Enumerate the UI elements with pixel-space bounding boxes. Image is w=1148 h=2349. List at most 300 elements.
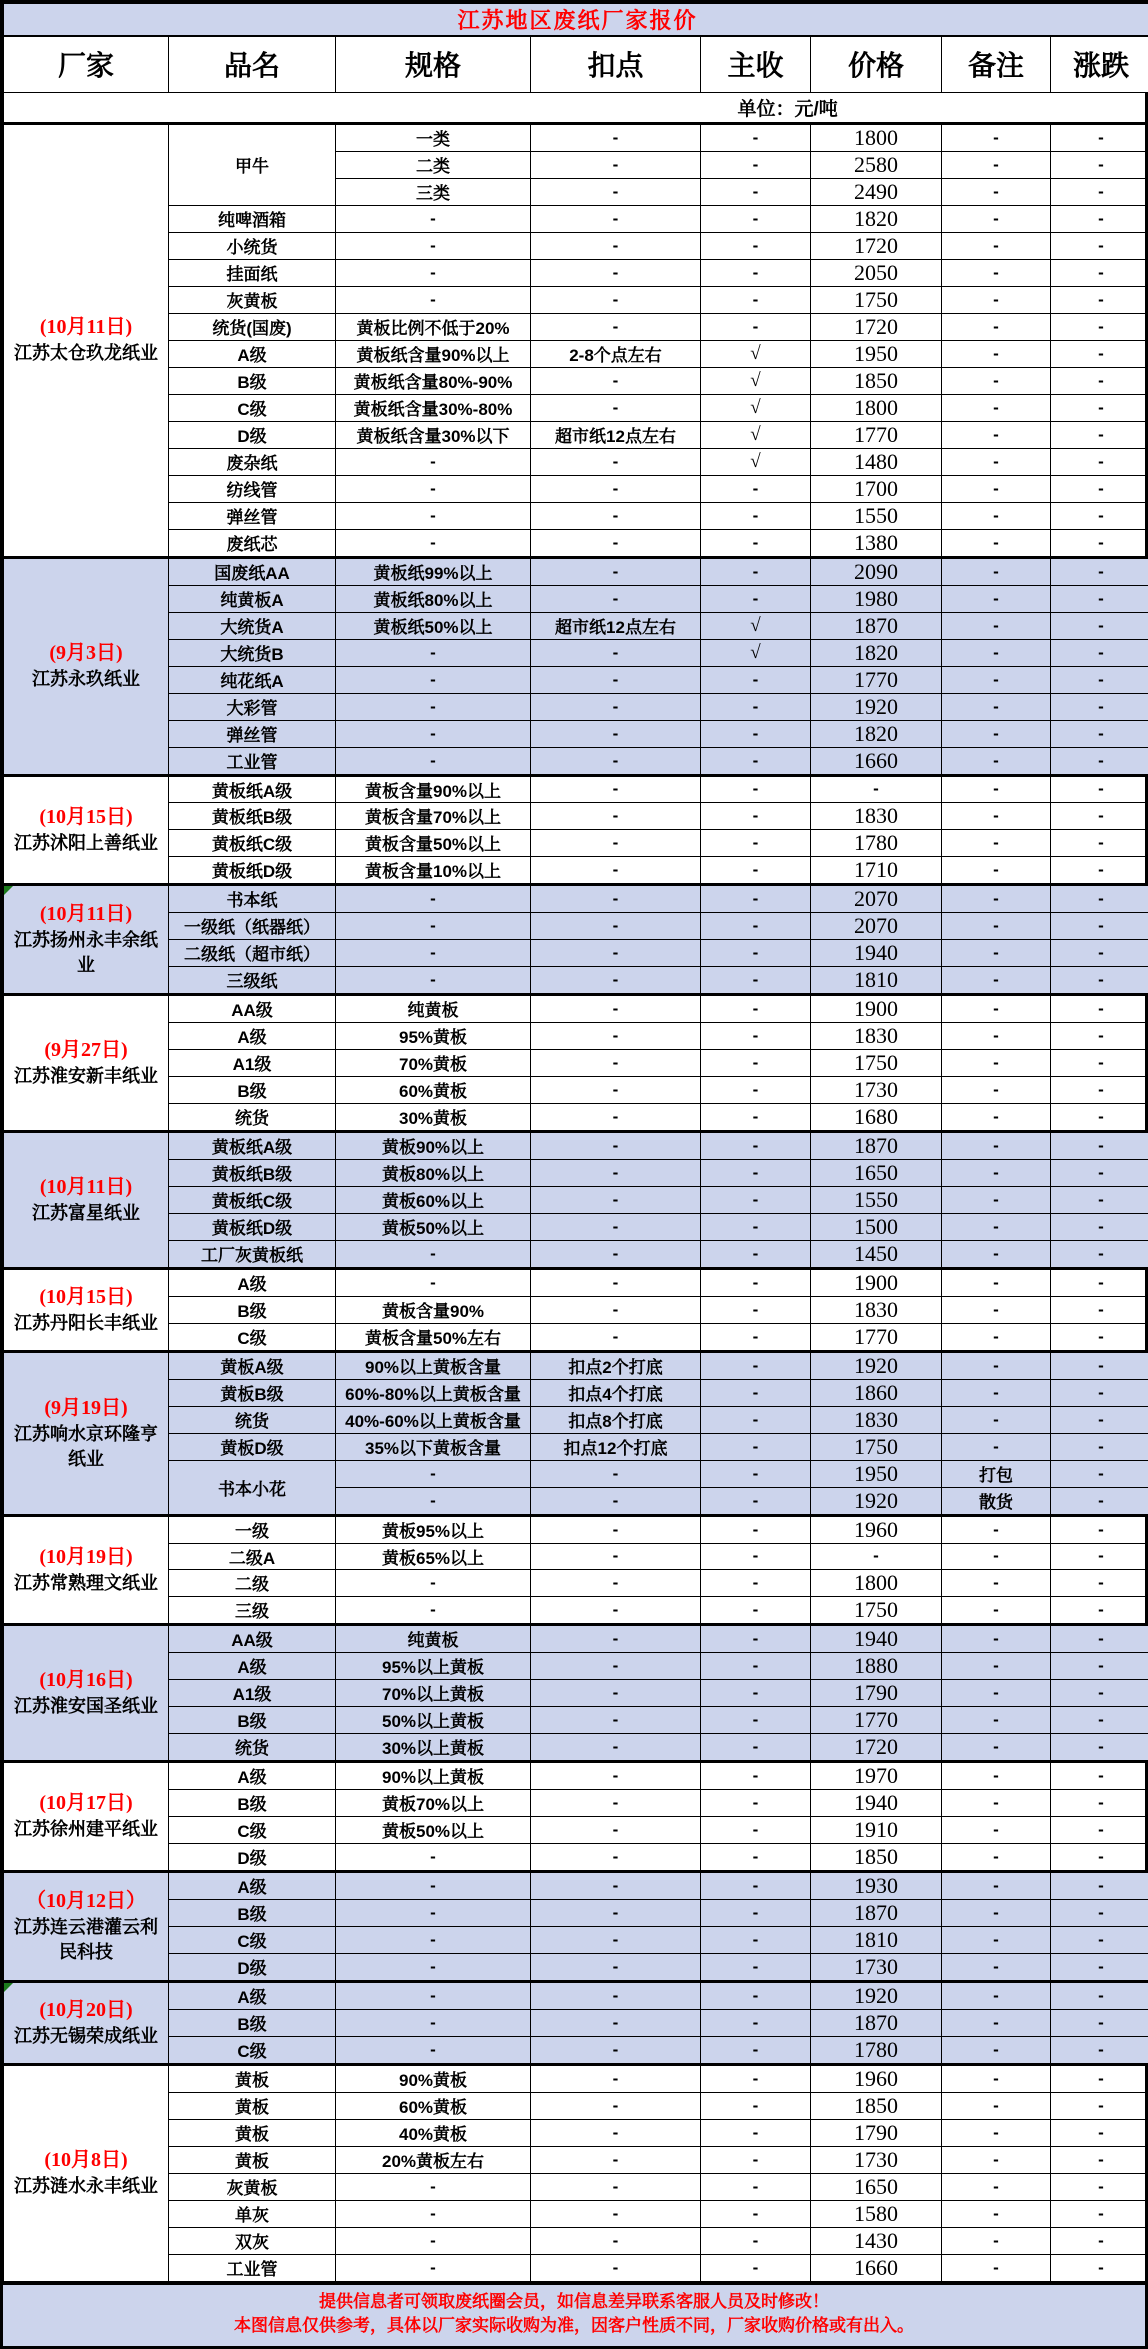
cell-product: A级	[169, 340, 336, 367]
cell-spec: 黄板纸含量30%-80%	[336, 394, 531, 421]
cell-main-collect: -	[701, 585, 811, 612]
cell-price: 2580	[811, 151, 942, 178]
cell-main-collect: -	[701, 2173, 811, 2200]
cell-price: 1720	[811, 1733, 942, 1761]
cell-deduction: -	[531, 1213, 701, 1240]
company-date: (10月16日)	[6, 1667, 166, 1694]
cell-main-collect: -	[701, 1323, 811, 1351]
cell-deduction: -	[531, 1761, 701, 1789]
cell-main-collect: -	[701, 775, 811, 802]
table-row	[4, 1351, 1148, 1379]
cell-change: -	[1051, 313, 1148, 340]
cell-note: -	[942, 1953, 1051, 1981]
cell-product: 废纸芯	[169, 529, 336, 557]
table-row	[4, 1733, 1148, 1761]
cell-price: 1750	[811, 1596, 942, 1624]
cell-spec: -	[336, 448, 531, 475]
cell-product: D级	[169, 421, 336, 448]
company-cell	[4, 557, 169, 775]
table-row	[4, 693, 1148, 720]
cell-product: 统货	[169, 1406, 336, 1433]
cell-change: -	[1051, 2227, 1148, 2254]
cell-price: 1550	[811, 502, 942, 529]
company-date: (10月11日)	[6, 314, 166, 341]
cell-price: 1850	[811, 1843, 942, 1871]
cell-product: 弹丝管	[169, 502, 336, 529]
cell-price: 1700	[811, 475, 942, 502]
table-row	[4, 639, 1148, 666]
cell-note: -	[942, 367, 1051, 394]
cell-product: 国废纸AA	[169, 557, 336, 585]
cell-deduction: -	[531, 1871, 701, 1899]
cell-main-collect: -	[701, 1351, 811, 1379]
company-date: (10月15日)	[6, 1284, 166, 1311]
cell-spec: 30%黄板	[336, 1103, 531, 1131]
cell-change: -	[1051, 475, 1148, 502]
cell-price: 1770	[811, 1323, 942, 1351]
cell-spec: -	[336, 884, 531, 912]
cell-deduction: -	[531, 1460, 701, 1487]
cell-price: 1850	[811, 367, 942, 394]
table-row	[4, 1515, 1148, 1543]
cell-deduction: -	[531, 1679, 701, 1706]
cell-main-collect: -	[701, 829, 811, 856]
company-date: (9月3日)	[6, 640, 166, 667]
cell-deduction: -	[531, 205, 701, 232]
cell-spec: 黄板70%以上	[336, 1789, 531, 1816]
cell-price: 1480	[811, 448, 942, 475]
table-row	[4, 2092, 1148, 2119]
table-row	[4, 286, 1148, 313]
table-row	[4, 1679, 1148, 1706]
cell-deduction: -	[531, 775, 701, 802]
table-row	[4, 367, 1148, 394]
cell-spec: -	[336, 1569, 531, 1596]
cell-spec: 黄板50%以上	[336, 1816, 531, 1843]
table-row	[4, 1049, 1148, 1076]
cell-product: 统货(国废)	[169, 313, 336, 340]
cell-change: -	[1051, 2064, 1148, 2092]
table-row	[4, 2036, 1148, 2064]
cell-deduction: -	[531, 259, 701, 286]
cell-change: -	[1051, 912, 1148, 939]
cell-main-collect: -	[701, 123, 811, 151]
cell-main-collect: -	[701, 178, 811, 205]
company-name: 江苏徐州建平纸业	[6, 1817, 166, 1841]
table-row	[4, 2200, 1148, 2227]
table-row	[4, 720, 1148, 747]
cell-main-collect: -	[701, 720, 811, 747]
cell-change: -	[1051, 340, 1148, 367]
table-row	[4, 2064, 1148, 2092]
cell-product: 二级	[169, 1569, 336, 1596]
company-name: 江苏扬州永丰余纸业	[6, 928, 166, 977]
cell-product: 纯黄板A	[169, 585, 336, 612]
cell-deduction: -	[531, 1624, 701, 1652]
cell-note: -	[942, 1569, 1051, 1596]
cell-change: -	[1051, 1843, 1148, 1871]
cell-change: -	[1051, 693, 1148, 720]
cell-product: B级	[169, 1899, 336, 1926]
cell-change: -	[1051, 557, 1148, 585]
cell-price: 1380	[811, 529, 942, 557]
cell-main-collect: -	[701, 2227, 811, 2254]
cell-price: 1980	[811, 585, 942, 612]
cell-main-collect: -	[701, 286, 811, 313]
cell-change: -	[1051, 448, 1148, 475]
cell-note: -	[942, 1596, 1051, 1624]
cell-note: -	[942, 802, 1051, 829]
cell-spec: -	[336, 2009, 531, 2036]
cell-change: -	[1051, 1569, 1148, 1596]
cell-spec: 黄板含量70%以上	[336, 802, 531, 829]
cell-main-collect: -	[701, 939, 811, 966]
company-cell	[4, 1871, 169, 1981]
cell-main-collect: -	[701, 1487, 811, 1515]
table-row	[4, 2146, 1148, 2173]
cell-note: -	[942, 1103, 1051, 1131]
company-date: (9月19日)	[6, 1395, 166, 1422]
cell-price: 1660	[811, 2254, 942, 2281]
cell-product: A级	[169, 1981, 336, 2009]
cell-product: 黄板纸B级	[169, 802, 336, 829]
company-cell	[4, 1131, 169, 1268]
table-row	[4, 884, 1148, 912]
cell-main-collect: -	[701, 1103, 811, 1131]
cell-product: C级	[169, 1323, 336, 1351]
cell-spec: 95%黄板	[336, 1022, 531, 1049]
cell-change: -	[1051, 178, 1148, 205]
cell-product: 黄板纸A级	[169, 1131, 336, 1159]
cell-spec: 35%以下黄板含量	[336, 1433, 531, 1460]
cell-change: -	[1051, 585, 1148, 612]
cell-product: 书本小花	[169, 1460, 336, 1515]
cell-deduction: -	[531, 151, 701, 178]
cell-note: -	[942, 775, 1051, 802]
cell-price: 2070	[811, 912, 942, 939]
cell-product: 黄板A级	[169, 1351, 336, 1379]
cell-deduction: -	[531, 123, 701, 151]
col-header-note: 备注	[942, 36, 1051, 92]
cell-change: -	[1051, 1131, 1148, 1159]
cell-price: 1920	[811, 1981, 942, 2009]
cell-change: -	[1051, 1733, 1148, 1761]
cell-price: 1650	[811, 2173, 942, 2200]
cell-change: -	[1051, 1652, 1148, 1679]
cell-price: 1770	[811, 1706, 942, 1733]
cell-product: D级	[169, 1843, 336, 1871]
cell-main-collect: -	[701, 1543, 811, 1569]
cell-note: -	[942, 994, 1051, 1022]
cell-spec: 黄板50%以上	[336, 1213, 531, 1240]
cell-spec: 60%黄板	[336, 2092, 531, 2119]
cell-main-collect: -	[701, 2119, 811, 2146]
cell-spec: 70%以上黄板	[336, 1679, 531, 1706]
cell-main-collect: -	[701, 1406, 811, 1433]
cell-note: -	[942, 1433, 1051, 1460]
cell-price: 1910	[811, 1816, 942, 1843]
cell-main-collect: -	[701, 259, 811, 286]
table-row	[4, 1406, 1148, 1433]
cell-note: -	[942, 639, 1051, 666]
company-name: 江苏淮安国圣纸业	[6, 1694, 166, 1718]
cell-spec: -	[336, 286, 531, 313]
cell-product: 黄板纸D级	[169, 856, 336, 884]
table-row	[4, 775, 1148, 802]
company-name: 江苏永玖纸业	[6, 667, 166, 691]
cell-deduction: -	[531, 1652, 701, 1679]
cell-note: -	[942, 1296, 1051, 1323]
cell-note: -	[942, 557, 1051, 585]
cell-price: 1800	[811, 123, 942, 151]
cell-note: -	[942, 912, 1051, 939]
cell-note: -	[942, 856, 1051, 884]
cell-main-collect: -	[701, 666, 811, 693]
cell-deduction: -	[531, 1049, 701, 1076]
cell-price: 1800	[811, 394, 942, 421]
cell-main-collect: -	[701, 1268, 811, 1296]
cell-spec: -	[336, 259, 531, 286]
cell-change: -	[1051, 1433, 1148, 1460]
cell-main-collect: -	[701, 693, 811, 720]
cell-note: -	[942, 829, 1051, 856]
company-name: 江苏无锡荣成纸业	[6, 2024, 166, 2048]
cell-spec: 黄板纸含量30%以下	[336, 421, 531, 448]
cell-spec: 40%黄板	[336, 2119, 531, 2146]
cell-spec: -	[336, 747, 531, 775]
cell-deduction: -	[531, 2119, 701, 2146]
table-row	[4, 966, 1148, 994]
cell-product: 黄板纸D级	[169, 1213, 336, 1240]
cell-spec: -	[336, 529, 531, 557]
cell-note: -	[942, 151, 1051, 178]
cell-deduction: -	[531, 1240, 701, 1268]
cell-deduction: -	[531, 639, 701, 666]
cell-main-collect: -	[701, 2200, 811, 2227]
cell-change: -	[1051, 1406, 1148, 1433]
cell-change: -	[1051, 1515, 1148, 1543]
cell-main-collect: -	[701, 1926, 811, 1953]
cell-product: AA级	[169, 994, 336, 1022]
cell-deduction: -	[531, 2200, 701, 2227]
cell-main-collect: -	[701, 1379, 811, 1406]
cell-spec: 60%-80%以上黄板含量	[336, 1379, 531, 1406]
cell-spec: -	[336, 1240, 531, 1268]
cell-main-collect: -	[701, 1953, 811, 1981]
cell-price: 1970	[811, 1761, 942, 1789]
cell-note: -	[942, 1871, 1051, 1899]
table-row	[4, 394, 1148, 421]
table-row	[4, 2227, 1148, 2254]
cell-note: -	[942, 1076, 1051, 1103]
cell-product: 小统货	[169, 232, 336, 259]
cell-note: -	[942, 939, 1051, 966]
cell-main-collect: -	[701, 1981, 811, 2009]
cell-product: 灰黄板	[169, 2173, 336, 2200]
cell-note: -	[942, 1351, 1051, 1379]
cell-price: 1940	[811, 1624, 942, 1652]
cell-deduction: -	[531, 2146, 701, 2173]
cell-product: 纯花纸A	[169, 666, 336, 693]
cell-change: -	[1051, 2009, 1148, 2036]
cell-product: 二级纸（超市纸）	[169, 939, 336, 966]
company-date: （10月12日）	[6, 1888, 166, 1915]
cell-price: 1430	[811, 2227, 942, 2254]
cell-price: 1830	[811, 1406, 942, 1433]
table-row	[4, 1460, 1148, 1487]
cell-spec: 黄板含量10%以上	[336, 856, 531, 884]
cell-change: -	[1051, 367, 1148, 394]
cell-spec: -	[336, 1899, 531, 1926]
cell-product: 三级纸	[169, 966, 336, 994]
cell-change: -	[1051, 1953, 1148, 1981]
cell-main-collect: -	[701, 1076, 811, 1103]
cell-product: A1级	[169, 1679, 336, 1706]
cell-main-collect: -	[701, 1899, 811, 1926]
cell-spec: 黄板95%以上	[336, 1515, 531, 1543]
company-date: (10月20日)	[6, 1997, 166, 2024]
cell-change: -	[1051, 612, 1148, 639]
cell-price: 1730	[811, 2146, 942, 2173]
cell-deduction: 2-8个点左右	[531, 340, 701, 367]
cell-note: 散货	[942, 1487, 1051, 1515]
cell-main-collect: -	[701, 2009, 811, 2036]
cell-deduction: -	[531, 1515, 701, 1543]
cell-spec: -	[336, 966, 531, 994]
cell-price: 1900	[811, 994, 942, 1022]
cell-spec: 90%以上黄板含量	[336, 1351, 531, 1379]
cell-price: 2090	[811, 557, 942, 585]
cell-note: -	[942, 313, 1051, 340]
table-row	[4, 1789, 1148, 1816]
cell-spec: 黄板纸含量90%以上	[336, 340, 531, 367]
cell-spec: -	[336, 720, 531, 747]
cell-deduction: -	[531, 448, 701, 475]
cell-product: 挂面纸	[169, 259, 336, 286]
cell-deduction: -	[531, 1706, 701, 1733]
cell-price: 1770	[811, 666, 942, 693]
cell-main-collect: -	[701, 1569, 811, 1596]
cell-note: -	[942, 585, 1051, 612]
cell-main-collect: -	[701, 1679, 811, 1706]
cell-main-collect: √	[701, 612, 811, 639]
cell-spec: -	[336, 2254, 531, 2281]
cell-spec: -	[336, 693, 531, 720]
cell-note: -	[942, 966, 1051, 994]
cell-deduction: 超市纸12点左右	[531, 421, 701, 448]
cell-spec: 30%以上黄板	[336, 1733, 531, 1761]
cell-note: -	[942, 529, 1051, 557]
cell-change: -	[1051, 775, 1148, 802]
cell-price: 1870	[811, 2009, 942, 2036]
table-row	[4, 1706, 1148, 1733]
cell-price: 1770	[811, 421, 942, 448]
cell-price: 1720	[811, 232, 942, 259]
cell-change: -	[1051, 1926, 1148, 1953]
cell-change: -	[1051, 1240, 1148, 1268]
cell-product: 大统货A	[169, 612, 336, 639]
cell-deduction: -	[531, 939, 701, 966]
cell-note: -	[942, 1323, 1051, 1351]
cell-main-collect: -	[701, 1186, 811, 1213]
company-name: 江苏常熟理文纸业	[6, 1571, 166, 1595]
cell-price: 1870	[811, 1131, 942, 1159]
table-row	[4, 585, 1148, 612]
cell-product: 黄板	[169, 2064, 336, 2092]
cell-deduction: -	[531, 1899, 701, 1926]
cell-main-collect: √	[701, 367, 811, 394]
cell-deduction: -	[531, 2009, 701, 2036]
cell-product: 弹丝管	[169, 720, 336, 747]
company-cell	[4, 1268, 169, 1351]
cell-spec: -	[336, 1843, 531, 1871]
cell-main-collect: -	[701, 1816, 811, 1843]
cell-spec: -	[336, 1981, 531, 2009]
cell-deduction: -	[531, 1323, 701, 1351]
table-row	[4, 502, 1148, 529]
cell-deduction: -	[531, 367, 701, 394]
table-row	[4, 1323, 1148, 1351]
cell-note: -	[942, 1049, 1051, 1076]
cell-note: -	[942, 2254, 1051, 2281]
cell-deduction: -	[531, 2227, 701, 2254]
cell-change: -	[1051, 1351, 1148, 1379]
table-row	[4, 1268, 1148, 1296]
cell-price: 1870	[811, 612, 942, 639]
cell-product: A级	[169, 1652, 336, 1679]
cell-change: -	[1051, 1761, 1148, 1789]
cell-price: 1810	[811, 1926, 942, 1953]
cell-product: 黄板	[169, 2146, 336, 2173]
cell-main-collect: -	[701, 2036, 811, 2064]
cell-note: -	[942, 2119, 1051, 2146]
unit-row	[4, 92, 1148, 123]
cell-note: -	[942, 205, 1051, 232]
cell-note: 打包	[942, 1460, 1051, 1487]
cell-product: D级	[169, 1953, 336, 1981]
cell-main-collect: -	[701, 557, 811, 585]
cell-change: -	[1051, 259, 1148, 286]
cell-note: -	[942, 394, 1051, 421]
cell-deduction: -	[531, 966, 701, 994]
cell-deduction: -	[531, 1103, 701, 1131]
cell-price: 1960	[811, 2064, 942, 2092]
company-name: 江苏沭阳上善纸业	[6, 831, 166, 855]
company-cell	[4, 1515, 169, 1624]
cell-change: -	[1051, 205, 1148, 232]
table-row	[4, 1569, 1148, 1596]
table-row	[4, 2009, 1148, 2036]
cell-spec: -	[336, 1926, 531, 1953]
cell-deduction: -	[531, 394, 701, 421]
cell-note: -	[942, 259, 1051, 286]
cell-spec: -	[336, 1871, 531, 1899]
cell-deduction: 扣点4个打底	[531, 1379, 701, 1406]
company-cell	[4, 1624, 169, 1761]
cell-note: -	[942, 747, 1051, 775]
cell-price: 1940	[811, 1789, 942, 1816]
cell-deduction: -	[531, 1131, 701, 1159]
cell-note: -	[942, 1406, 1051, 1433]
cell-main-collect: -	[701, 994, 811, 1022]
cell-main-collect: -	[701, 2146, 811, 2173]
table-row	[4, 1926, 1148, 1953]
cell-deduction: -	[531, 232, 701, 259]
cell-product: 甲牛	[169, 123, 336, 205]
cell-main-collect: -	[701, 313, 811, 340]
cell-change: -	[1051, 856, 1148, 884]
cell-product: B级	[169, 1296, 336, 1323]
